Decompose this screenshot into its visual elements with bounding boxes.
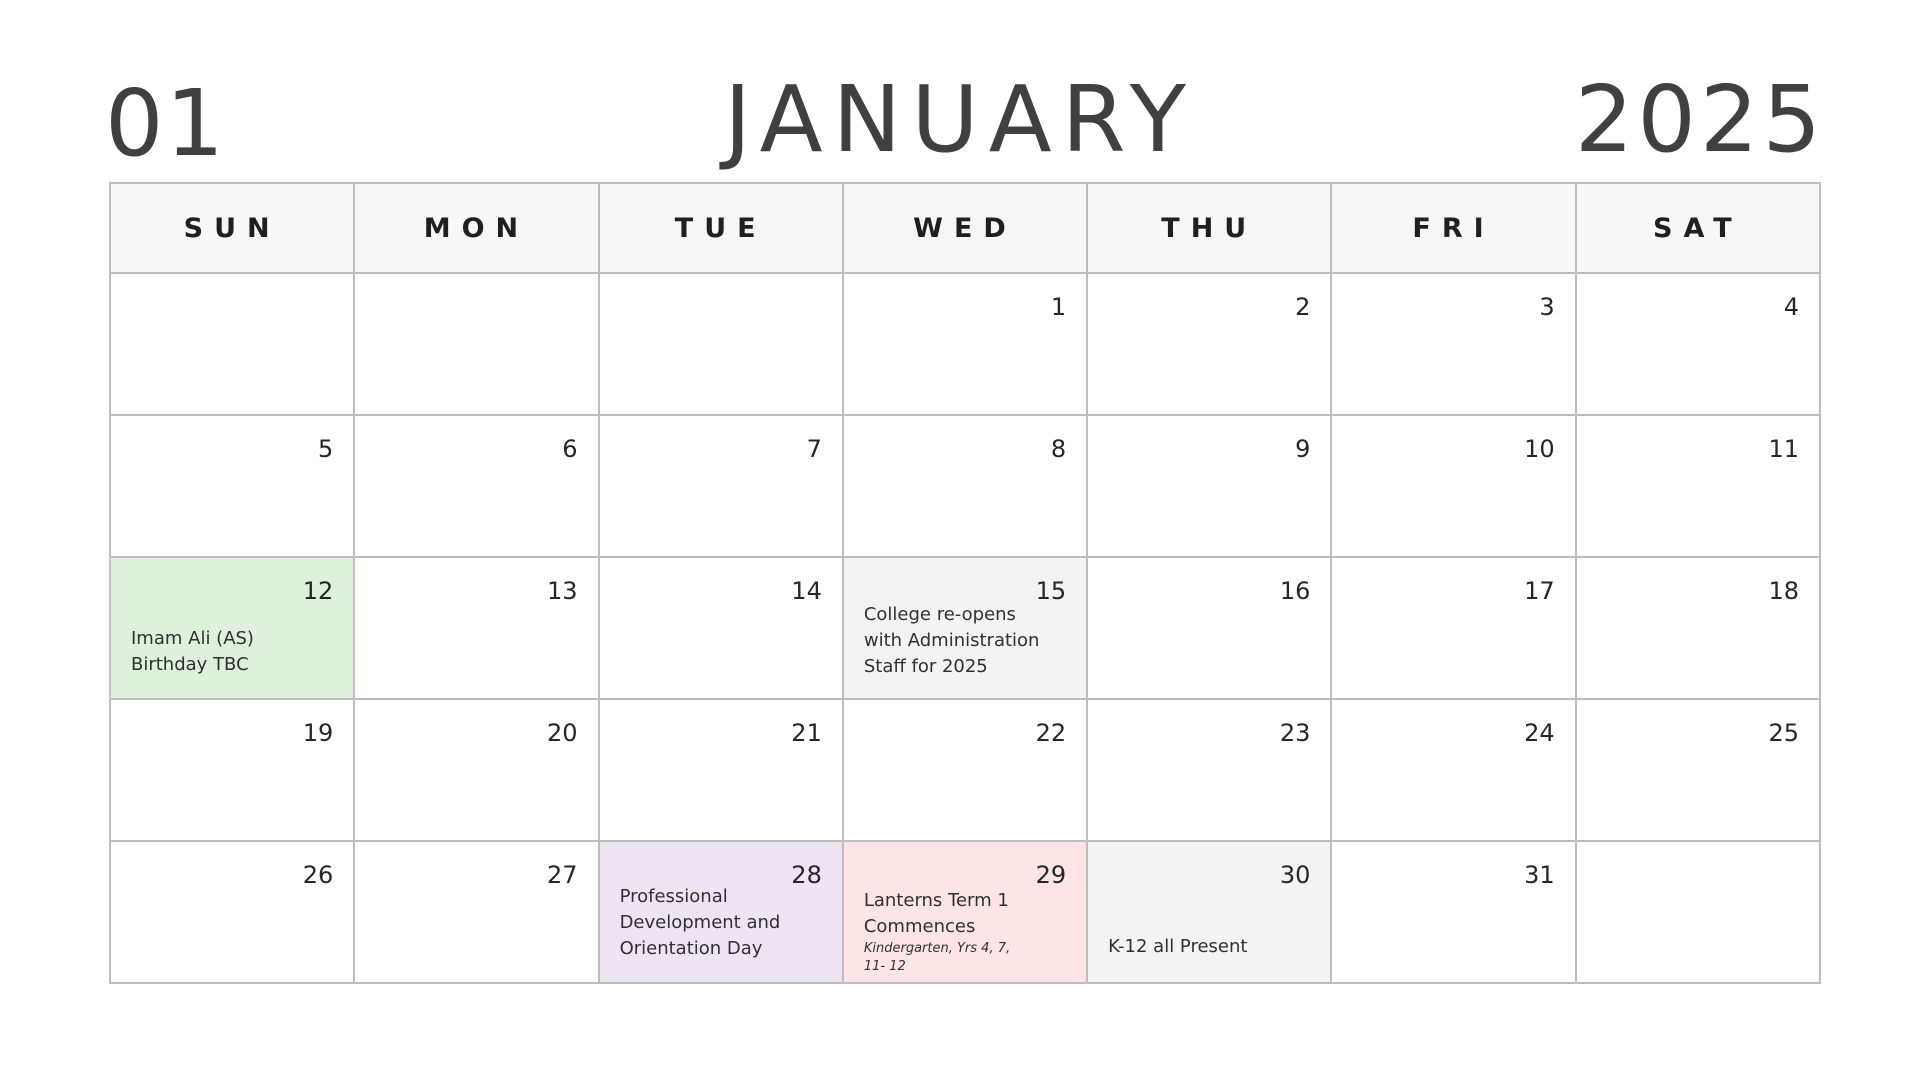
day-cell[interactable] <box>1087 699 1331 841</box>
day-cell[interactable] <box>1087 415 1331 557</box>
day-cell[interactable] <box>1331 841 1575 983</box>
weekday-wed: WED <box>843 183 1087 273</box>
day-number: 8 <box>1050 435 1067 463</box>
day-number: 12 <box>302 577 334 605</box>
day-number: 15 <box>1035 577 1067 605</box>
event-label: Imam Ali (AS) Birthday TBC <box>131 628 254 675</box>
day-number: 6 <box>562 435 578 463</box>
day-cell[interactable] <box>354 699 598 841</box>
day-number: 10 <box>1524 435 1555 463</box>
day-cell[interactable] <box>1087 557 1331 699</box>
week-row <box>110 415 1820 557</box>
calendar-grid <box>109 182 1821 984</box>
day-cell[interactable] <box>843 699 1087 841</box>
day-number: 2 <box>1295 293 1311 321</box>
day-number: 25 <box>1768 719 1799 747</box>
day-cell[interactable] <box>354 841 598 983</box>
month-title: JANUARY <box>724 66 1196 173</box>
day-cell[interactable] <box>1576 415 1820 557</box>
day-cell[interactable] <box>843 415 1087 557</box>
day-number: 21 <box>791 719 822 747</box>
day-cell-event[interactable] <box>599 841 843 983</box>
day-number: 28 <box>791 861 822 889</box>
week-row <box>110 841 1820 983</box>
day-number: 31 <box>1524 861 1555 889</box>
day-number: 26 <box>302 861 334 889</box>
weekday-sun: SUN <box>110 183 354 273</box>
event-label: K-12 all Present <box>1108 936 1248 957</box>
event-block <box>864 888 1034 976</box>
day-cell-event[interactable] <box>1087 841 1331 983</box>
day-cell[interactable] <box>843 273 1087 415</box>
day-cell[interactable] <box>1576 273 1820 415</box>
day-cell[interactable] <box>1331 699 1575 841</box>
event-label: Professional Development and Orientation Day <box>619 886 781 959</box>
day-number: 22 <box>1035 719 1067 747</box>
weekday-tue: TUE <box>599 183 843 273</box>
calendar-header <box>0 0 1920 180</box>
day-cell-empty <box>1576 841 1820 983</box>
month-number: 01 <box>105 70 227 177</box>
week-row <box>110 699 1820 841</box>
day-number: 9 <box>1295 435 1311 463</box>
day-cell[interactable] <box>1331 557 1575 699</box>
day-cell[interactable] <box>110 699 354 841</box>
day-number: 4 <box>1783 293 1799 321</box>
day-cell[interactable] <box>599 557 843 699</box>
day-number: 5 <box>318 435 334 463</box>
day-number: 13 <box>547 577 578 605</box>
day-number: 23 <box>1279 719 1311 747</box>
day-cell[interactable] <box>599 699 843 841</box>
day-cell-event[interactable] <box>843 557 1087 699</box>
day-number: 27 <box>547 861 578 889</box>
day-number: 7 <box>806 435 822 463</box>
day-cell[interactable] <box>599 415 843 557</box>
day-number: 3 <box>1539 293 1555 321</box>
day-cell[interactable] <box>1331 415 1575 557</box>
year-label: 2025 <box>1574 66 1825 173</box>
day-cell[interactable] <box>354 415 598 557</box>
day-cell-empty <box>354 273 598 415</box>
weekday-mon: MON <box>354 183 598 273</box>
day-cell[interactable] <box>1331 273 1575 415</box>
day-number: 16 <box>1279 577 1311 605</box>
weekday-sat: SAT <box>1576 183 1820 273</box>
day-number: 20 <box>547 719 578 747</box>
day-number: 29 <box>1035 861 1067 889</box>
weekday-fri: FRI <box>1331 183 1575 273</box>
day-cell-empty <box>110 273 354 415</box>
day-number: 17 <box>1524 577 1555 605</box>
day-number: 19 <box>302 719 334 747</box>
day-cell[interactable] <box>354 557 598 699</box>
day-number: 14 <box>791 577 822 605</box>
day-number: 30 <box>1279 861 1311 889</box>
day-cell[interactable] <box>1576 699 1820 841</box>
week-row <box>110 273 1820 415</box>
day-cell[interactable] <box>110 841 354 983</box>
weekday-header-row <box>110 183 1820 273</box>
day-cell[interactable] <box>1576 557 1820 699</box>
day-number: 1 <box>1050 293 1067 321</box>
day-number: 18 <box>1768 577 1799 605</box>
week-row <box>110 557 1820 699</box>
event-label: Lanterns Term 1 Commences <box>863 890 1009 937</box>
day-cell-empty <box>599 273 843 415</box>
day-cell-event[interactable] <box>843 841 1087 983</box>
event-label: College re-opens with Administration Staff for 2025 <box>863 604 1040 677</box>
event-note: Kindergarten, Yrs 4, 7, 11- 12 <box>863 941 1011 974</box>
day-number: 11 <box>1768 435 1799 463</box>
day-cell[interactable] <box>1087 273 1331 415</box>
day-number: 24 <box>1524 719 1555 747</box>
day-cell-event[interactable] <box>110 557 354 699</box>
day-cell[interactable] <box>110 415 354 557</box>
weekday-thu: THU <box>1087 183 1331 273</box>
